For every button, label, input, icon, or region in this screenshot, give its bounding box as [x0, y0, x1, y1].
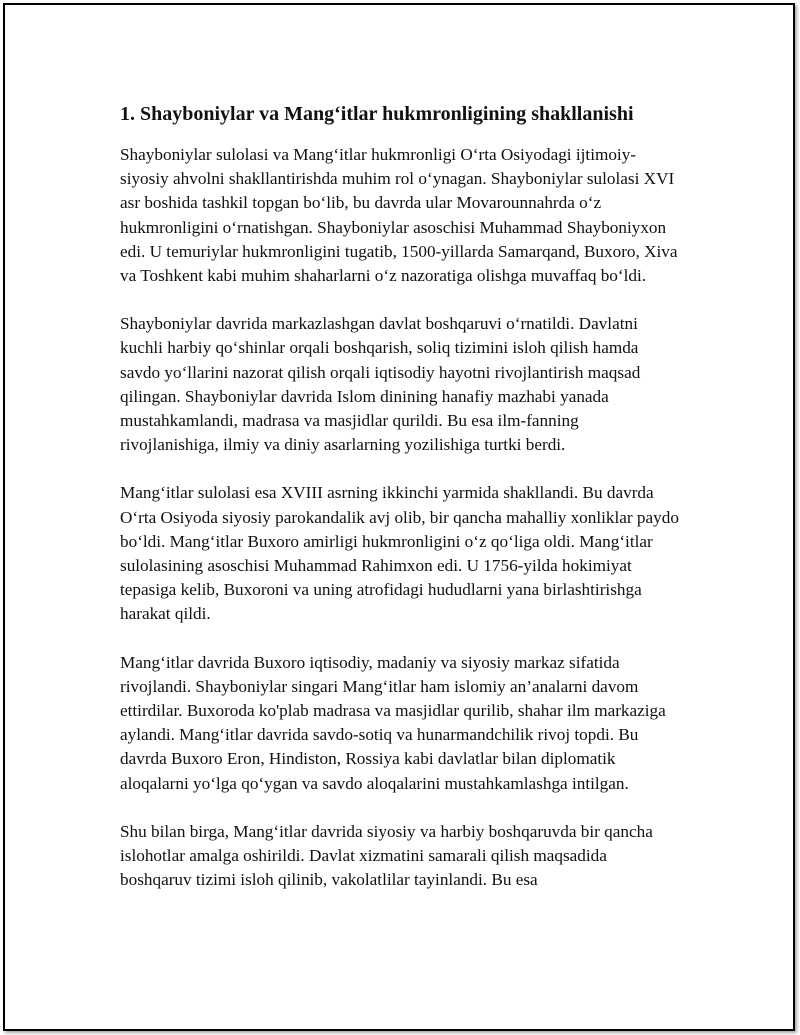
paragraph-3: Mang‘itlar sulolasi esa XVIII asrning ikkinchi yarmida shakllandi. Bu davrda O‘rta Osiyoda siyosiy parokandalik avj olib, bir qancha mahalliy xonliklar paydo bo‘ldi. Mang‘itlar Buxoro amirligi hukmronligini o‘z qo‘liga oldi. Mang‘itlar sulolasining asoschisi Muhammad Rahimxon edi. U 1756-yilda hokimiyat tepasiga kelib, Buxoroni va uning atrofidagi hududlarni yana birlashtirishga harakat qildi. — [120, 483, 679, 624]
paragraph-5: Shu bilan birga, Mang‘itlar davrida siyosiy va harbiy boshqaruvda bir qancha islohotlar amalga oshirildi. Davlat xizmatini samarali qilish maqsadida boshqaruv tizimi isloh qilinib, vakolatlilar tayinlandi. Bu esa — [120, 821, 653, 890]
document-body — [120, 101, 680, 916]
paragraph-4: Mang‘itlar davrida Buxoro iqtisodiy, madaniy va siyosiy markaz sifatida rivojlandi. Shayboniylar singari Mang‘itlar ham islomiy an’analarni davom ettirdilar. Buxoroda ko'plab madrasa va masjidlar qurilib, shahar ilm markaziga aylandi. Mang‘itlar davrida savdo-sotiq va hunarmandchilik rivoj topdi. Bu davrda Buxoro Eron, Hindiston, Rossiya kabi davlatlar bilan diplomatik aloqalarni yo‘lga qo‘ygan va savdo aloqalarini mustahkamlashga intilgan. — [120, 652, 666, 793]
paragraph-2: Shayboniylar davrida markazlashgan davlat boshqaruvi o‘rnatildi. Davlatni kuchli harbiy qo‘shinlar orqali boshqarish, soliq tizimini isloh qilish hamda savdo yo‘llarini nazorat qilish orqali iqtisodiy hayotni rivojlantirish maqsad qilingan. Shayboniylar davrida Islom dinining hanafiy mazhabi yanada mustahkamlandi, madrasa va masjidlar qurildi. Bu esa ilm-fanning rivojlanishiga, ilmiy va diniy asarlarning yozilishiga turtki berdi. — [120, 314, 641, 455]
section-title: 1. Shayboniylar va Mang‘itlar hukmronligining shakllanishi — [120, 103, 634, 125]
paragraph-1: Shayboniylar sulolasi va Mang‘itlar hukmronligi O‘rta Osiyodagi ijtimoiy-siyosiy ahvolni shakllantirishda muhim rol o‘ynagan. Shayboniylar sulolasi XVI asr boshida tashkil topgan bo‘lib, bu davrda ular Movarounnahrda o‘z hukmronligini o‘rnatishgan. Shayboniylar asoschisi Muhammad Shayboniyxon edi. U temuriylar hukmronligini tugatib, 1500-yillarda Samarqand, Buxoro, Xiva va Toshkent kabi muhim shaharlarni o‘z nazoratiga olishga muvaffaq bo‘ldi. — [120, 145, 678, 286]
document-page — [3, 3, 795, 1031]
